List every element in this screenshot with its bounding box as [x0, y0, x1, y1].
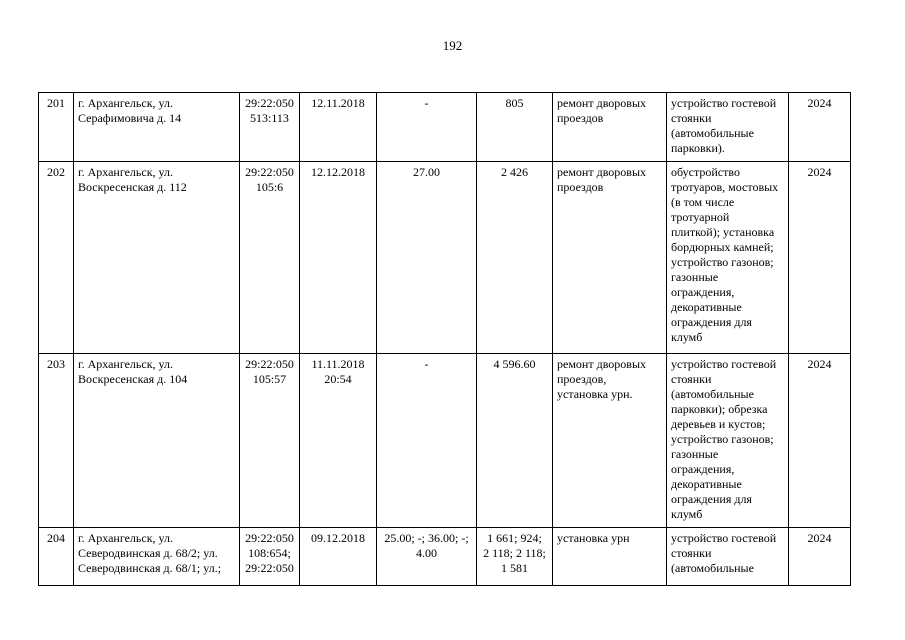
cell-works-list-line: парковки). [671, 141, 725, 155]
cell-works-list-line: стоянки [671, 111, 712, 125]
cell-works-list-line: плиткой); установка [671, 225, 775, 239]
cell-size [477, 354, 553, 528]
cell-size [477, 162, 553, 354]
cell-area-line: 25.00; -; 36.00; -; [384, 531, 469, 545]
page-number: 192 [442, 38, 463, 53]
cell-work-kind [553, 93, 667, 162]
cell-works-list-line: устройство гостевой [671, 531, 777, 545]
cell-works-list-line: тротуаров, мостовых [671, 180, 779, 194]
cell-date-line: 12.12.2018 [311, 165, 365, 179]
cell-row-number: 204 [39, 528, 74, 586]
cell-date-line: 09.12.2018 [311, 531, 365, 545]
cell-work-kind-line: ремонт дворовых [557, 96, 647, 110]
cell-size-line: 4 596.60 [493, 357, 536, 371]
cell-work-kind-line: ремонт дворовых [557, 357, 647, 371]
cell-date [300, 93, 377, 162]
cell-year: 2024 [789, 354, 851, 528]
cell-size-line: 805 [505, 96, 524, 110]
cell-area [377, 354, 477, 528]
cell-works-list [667, 528, 789, 586]
cell-works-list-line: ограждения, [671, 285, 735, 299]
cell-address [74, 162, 240, 354]
cell-date-line: 20:54 [324, 372, 352, 386]
cell-area-line: 4.00 [416, 546, 437, 560]
cell-area-line: - [424, 96, 429, 110]
cell-work-kind-line: проездов, [557, 372, 607, 386]
cell-works-list-line: тротуарной [671, 210, 730, 224]
cell-cadastral-number [240, 528, 300, 586]
cell-size-line: 1 661; 924; [487, 531, 542, 545]
cell-address-line: г. Архангельск, ул. [78, 165, 173, 179]
cell-works-list-line: парковки); обрезка [671, 402, 768, 416]
cell-cadastral-number-line: 29:22:050 [245, 561, 294, 575]
cell-cadastral-number [240, 162, 300, 354]
cell-year: 2024 [789, 93, 851, 162]
cell-area-line: 27.00 [413, 165, 440, 179]
cell-works-list-line: клумб [671, 507, 703, 521]
table-body [39, 93, 851, 586]
cell-works-list-line: устройство газонов; [671, 432, 774, 446]
cell-row-number: 203 [39, 354, 74, 528]
cell-works-list-line: обустройство [671, 165, 740, 179]
cell-cadastral-number-line: 29:22:050 [245, 531, 294, 545]
cell-works-list-line: газонные [671, 270, 719, 284]
cell-work-kind [553, 528, 667, 586]
table-row [39, 528, 851, 586]
cell-work-kind-line: ремонт дворовых [557, 165, 647, 179]
cell-year: 2024 [789, 528, 851, 586]
cell-works-list-line: (автомобильные [671, 387, 754, 401]
cell-works-list-line: декоративные [671, 300, 742, 314]
cell-cadastral-number-line: 105:6 [255, 180, 284, 194]
cell-row-number: 202 [39, 162, 74, 354]
cell-works-list-line: ограждения, [671, 462, 735, 476]
cell-works-list-line: ограждения для [671, 315, 752, 329]
cell-works-list-line: стоянки [671, 372, 712, 386]
cell-work-kind [553, 354, 667, 528]
cell-size-line: 1 581 [501, 561, 528, 575]
cell-date-line: 11.11.2018 [311, 357, 365, 371]
cell-work-kind-line: установка урн. [557, 387, 633, 401]
cell-date [300, 354, 377, 528]
cell-address-line: Воскресенская д. 104 [78, 372, 188, 386]
cell-area [377, 162, 477, 354]
cell-works-list-line: устройство газонов; [671, 255, 774, 269]
cell-works-list-line: клумб [671, 330, 703, 344]
cell-cadastral-number-line: 105:57 [252, 372, 287, 386]
table-row [39, 354, 851, 528]
cell-area-line: - [424, 357, 429, 371]
cell-work-kind [553, 162, 667, 354]
cell-work-kind-line: установка урн [557, 531, 630, 545]
cell-row-number: 201 [39, 93, 74, 162]
registry-table [38, 92, 851, 586]
cell-date [300, 528, 377, 586]
cell-address [74, 93, 240, 162]
cell-date [300, 162, 377, 354]
cell-works-list-line: устройство гостевой [671, 96, 777, 110]
cell-address-line: г. Архангельск, ул. [78, 96, 173, 110]
cell-work-kind-line: проездов [557, 180, 604, 194]
cell-works-list [667, 93, 789, 162]
cell-cadastral-number-line: 108:654; [248, 546, 291, 560]
cell-cadastral-number-line: 29:22:050 [245, 96, 294, 110]
cell-works-list-line: (автомобильные [671, 126, 754, 140]
cell-address-line: Воскресенская д. 112 [78, 180, 187, 194]
table-row [39, 93, 851, 162]
cell-address-line: г. Архангельск, ул. [78, 531, 173, 545]
cell-works-list-line: деревьев и кустов; [671, 417, 766, 431]
cell-address-line: Северодвинская д. 68/1; ул.; [78, 561, 222, 575]
cell-cadastral-number-line: 513:113 [250, 111, 289, 125]
cell-date-line: 12.11.2018 [311, 96, 365, 110]
table-row [39, 162, 851, 354]
cell-works-list-line: газонные [671, 447, 719, 461]
cell-cadastral-number [240, 354, 300, 528]
cell-works-list-line: устройство гостевой [671, 357, 777, 371]
cell-year: 2024 [789, 162, 851, 354]
cell-works-list [667, 354, 789, 528]
cell-address [74, 354, 240, 528]
cell-address-line: г. Архангельск, ул. [78, 357, 173, 371]
cell-size-line: 2 118; 2 118; [483, 546, 546, 560]
cell-address-line: Серафимовича д. 14 [78, 111, 182, 125]
cell-cadastral-number-line: 29:22:050 [245, 165, 294, 179]
cell-works-list-line: декоративные [671, 477, 742, 491]
cell-works-list-line: (автомобильные [671, 561, 754, 575]
cell-cadastral-number-line: 29:22:050 [245, 357, 294, 371]
cell-works-list-line: ограждения для [671, 492, 752, 506]
cell-area [377, 93, 477, 162]
cell-works-list-line: бордюрных камней; [671, 240, 774, 254]
cell-works-list [667, 162, 789, 354]
cell-address-line: Северодвинская д. 68/2; ул. [78, 546, 218, 560]
cell-area [377, 528, 477, 586]
cell-size [477, 93, 553, 162]
cell-size-line: 2 426 [501, 165, 528, 179]
cell-works-list-line: (в том числе [671, 195, 735, 209]
cell-cadastral-number [240, 93, 300, 162]
cell-work-kind-line: проездов [557, 111, 604, 125]
cell-size [477, 528, 553, 586]
cell-works-list-line: стоянки [671, 546, 712, 560]
cell-address [74, 528, 240, 586]
